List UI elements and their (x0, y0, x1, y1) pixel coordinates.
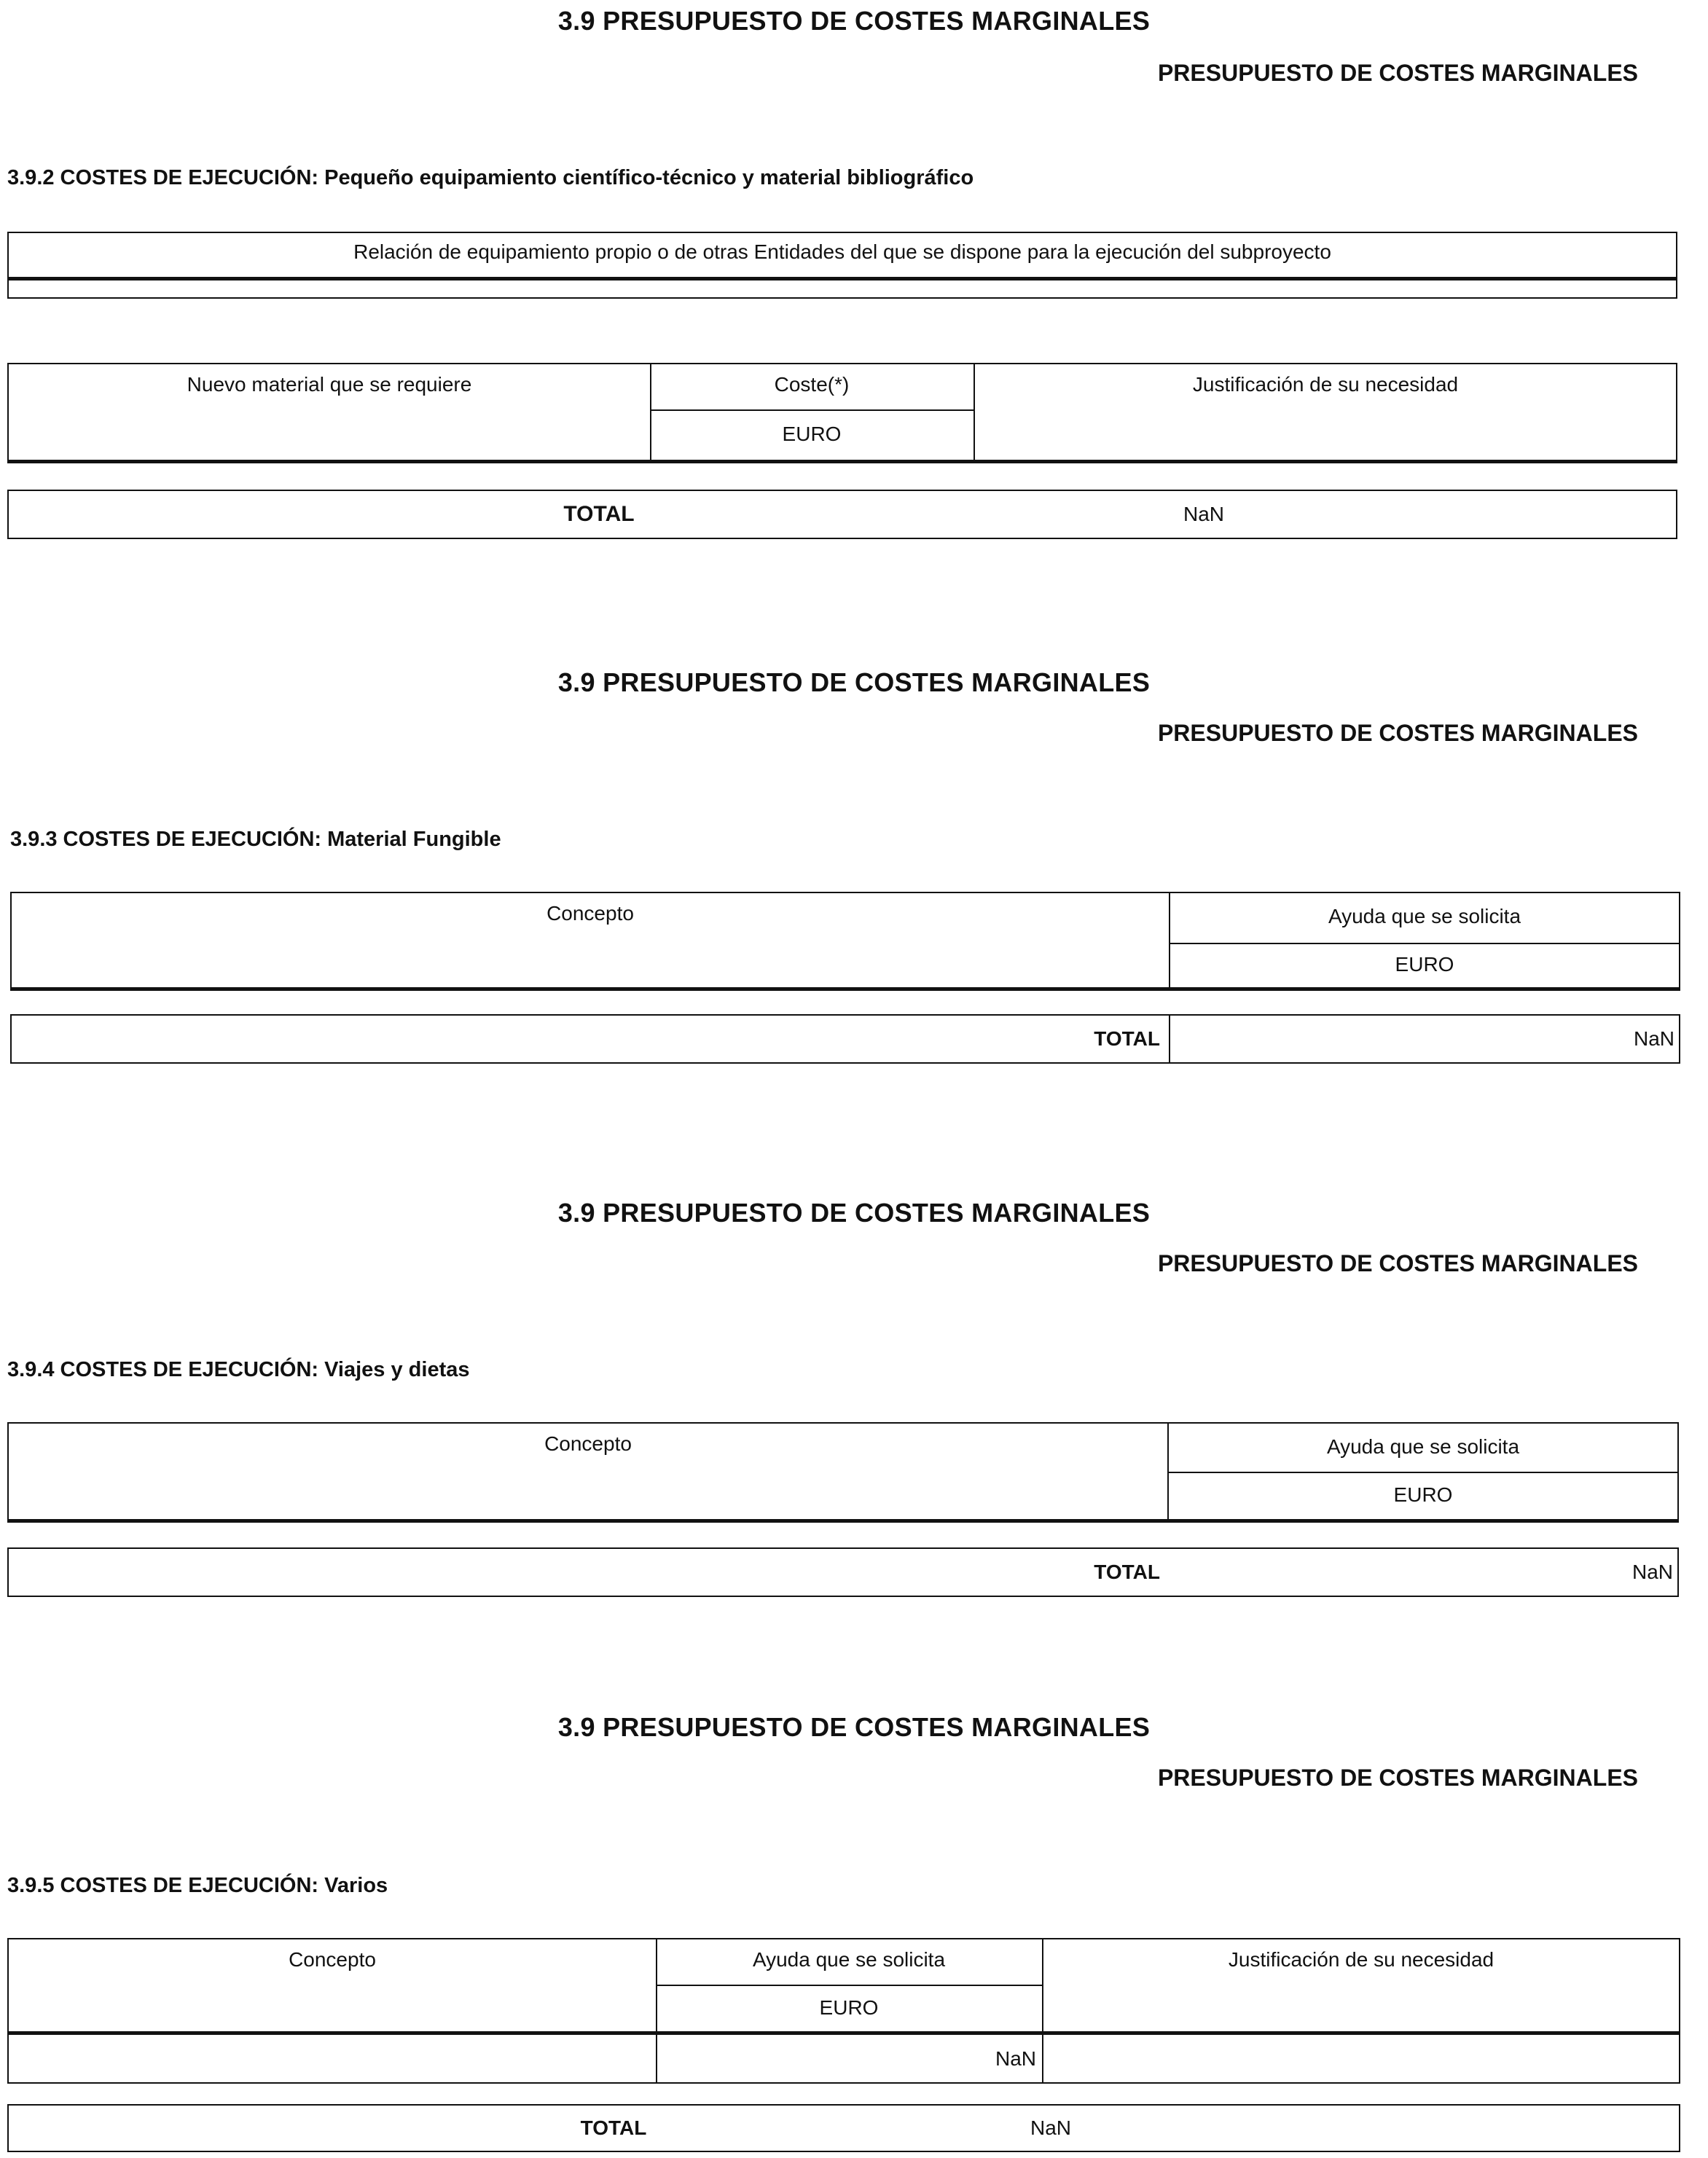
col-unit: EURO (819, 1996, 879, 2019)
row-value: NaN (995, 2047, 1036, 2070)
total-row-3-9-3 (10, 1014, 1680, 1064)
total-row-3-9-5 (7, 2104, 1680, 2152)
page-subtitle: PRESUPUESTO DE COSTES MARGINALES (1157, 60, 1638, 86)
col-cost: Coste(*) (774, 373, 850, 396)
equipment-table (7, 232, 1677, 299)
material-table (7, 363, 1677, 463)
divider (7, 277, 1677, 280)
total-row-3-9-4 (7, 1547, 1679, 1597)
total-value: NaN (1633, 1027, 1674, 1050)
varios-table (7, 1938, 1680, 2084)
col-concept: Concepto (289, 1948, 376, 1971)
divider (7, 1519, 1679, 1523)
col-aid: Ayuda que se solicita (1326, 1435, 1520, 1458)
col-concept: Concepto (544, 1432, 632, 1455)
total-value: NaN (1030, 2116, 1071, 2139)
section-heading-3-9-4: 3.9.4 COSTES DE EJECUCIÓN: Viajes y dietas (7, 1358, 470, 1381)
page-title: 3.9 PRESUPUESTO DE COSTES MARGINALES (557, 6, 1151, 36)
page-title: 3.9 PRESUPUESTO DE COSTES MARGINALES (557, 667, 1151, 697)
total-value: NaN (1631, 1561, 1673, 1583)
travel-table (7, 1422, 1679, 1523)
col-justification: Justificación de su necesidad (1192, 373, 1459, 396)
page-subtitle: PRESUPUESTO DE COSTES MARGINALES (1157, 1250, 1638, 1276)
section-heading-3-9-3: 3.9.3 COSTES DE EJECUCIÓN: Material Fungible (10, 828, 501, 851)
divider (10, 987, 1680, 991)
col-aid: Ayuda que se solicita (1328, 905, 1521, 927)
divider (7, 460, 1677, 463)
fungible-table (10, 892, 1680, 991)
section-heading-3-9-2: 3.9.2 COSTES DE EJECUCIÓN: Pequeño equipamiento científico-técnico y material bibliográfico (7, 166, 974, 189)
total-label: TOTAL (1094, 1561, 1160, 1583)
total-value: NaN (1183, 503, 1224, 525)
total-label: TOTAL (1094, 1027, 1160, 1050)
col-unit: EURO (1393, 1483, 1453, 1506)
col-material: Nuevo material que se requiere (187, 373, 472, 396)
section-heading-3-9-5: 3.9.5 COSTES DE EJECUCIÓN: Varios (7, 1874, 388, 1897)
col-unit: EURO (1395, 953, 1454, 976)
col-justification: Justificación de su necesidad (1228, 1948, 1494, 1971)
total-row-3-9-2 (7, 490, 1677, 539)
equipment-header: Relación de equipamiento propio o de otras Entidades del que se dispone para la ejecución del subproyecto (353, 240, 1331, 263)
total-label: TOTAL (563, 502, 635, 526)
page-title: 3.9 PRESUPUESTO DE COSTES MARGINALES (557, 1198, 1151, 1228)
col-aid: Ayuda que se solicita (752, 1948, 946, 1971)
col-concept: Concepto (547, 902, 634, 925)
page-subtitle: PRESUPUESTO DE COSTES MARGINALES (1157, 1765, 1638, 1791)
page-title: 3.9 PRESUPUESTO DE COSTES MARGINALES (557, 1712, 1151, 1742)
col-unit: EURO (782, 423, 842, 445)
page-subtitle: PRESUPUESTO DE COSTES MARGINALES (1157, 720, 1638, 746)
total-label: TOTAL (580, 2116, 647, 2139)
